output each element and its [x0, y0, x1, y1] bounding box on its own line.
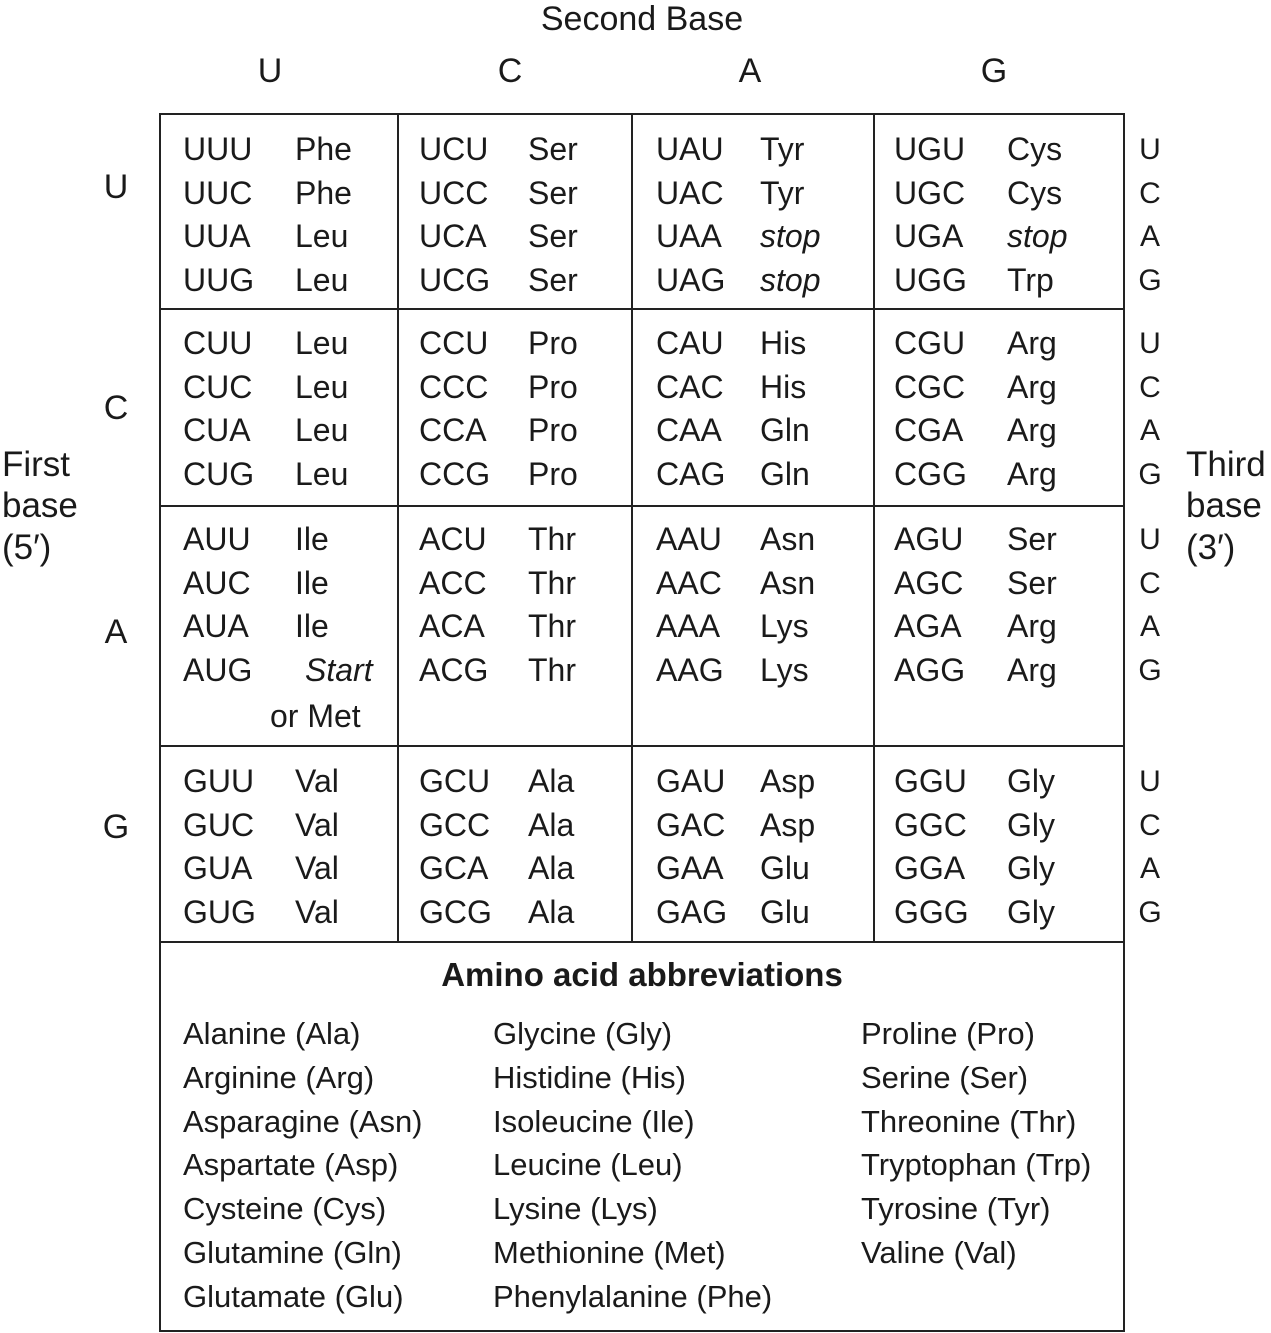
codon-uua: UUA — [183, 218, 251, 255]
amino-acid-ugg: Trp — [1007, 262, 1054, 299]
codon-agc: AGC — [894, 564, 964, 601]
amino-acid-agg: Arg — [1007, 652, 1057, 689]
amino-acid-ggg: Gly — [1007, 894, 1055, 931]
codon-aag: AAG — [656, 652, 724, 689]
abbreviation-entry: Tyrosine (Tyr) — [861, 1191, 1051, 1227]
amino-acid-gaa: Glu — [760, 850, 810, 887]
abbreviation-entry: Histidine (His) — [493, 1059, 686, 1095]
codon-uag: UAG — [656, 262, 726, 299]
amino-acid-gau: Asp — [760, 763, 816, 799]
first-base-c: C — [103, 389, 129, 427]
amino-acid-ggu: Gly — [1007, 763, 1055, 799]
codon-gcc: GCC — [419, 806, 491, 843]
codon-cca: CCA — [419, 412, 487, 449]
codon-uga: UGA — [894, 218, 964, 255]
codon-cuc: CUC — [183, 368, 253, 405]
amino-acid-gac: Asp — [760, 806, 816, 843]
grid-row-divider — [160, 745, 1125, 747]
third-base-u: U — [1139, 523, 1161, 556]
codon-gaa: GAA — [656, 850, 724, 887]
grid-row-divider — [160, 308, 1125, 310]
amino-acid-gga: Gly — [1007, 850, 1055, 887]
amino-acid-ccu: Pro — [528, 325, 578, 361]
amino-acid-guu: Val — [295, 763, 339, 799]
codon-acu: ACU — [419, 521, 487, 557]
codon-auc: AUC — [183, 564, 251, 601]
codon-gug: GUG — [183, 894, 256, 931]
amino-acid-guc: Val — [295, 806, 339, 843]
amino-acid-aau: Asn — [760, 521, 816, 557]
amino-acid-agc: Ser — [1007, 564, 1057, 601]
third-base-c: C — [1139, 176, 1161, 210]
codon-ucc: UCC — [419, 174, 489, 211]
codon-gca: GCA — [419, 850, 489, 887]
abbreviation-entry: Methionine (Met) — [493, 1235, 726, 1270]
codon-cua: CUA — [183, 412, 251, 449]
amino-acid-aac: Asn — [760, 564, 816, 601]
second-base-u: U — [257, 52, 283, 90]
codon-ucg: UCG — [419, 262, 491, 299]
amino-acid-cgc: Arg — [1007, 368, 1057, 405]
third-base-u: U — [1139, 765, 1161, 798]
amino-acid-cca: Pro — [528, 412, 578, 449]
codon-ccg: CCG — [419, 456, 491, 493]
codon-gac: GAC — [656, 806, 726, 843]
grid-row-divider — [160, 941, 1125, 943]
abbreviation-entry: Lysine (Lys) — [493, 1191, 658, 1227]
third-base-u: U — [1139, 327, 1161, 360]
codon-cac: CAC — [656, 368, 724, 405]
amino-acid-uga: stop — [1007, 218, 1068, 255]
amino-acid-cug: Leu — [295, 456, 349, 493]
codon-cgu: CGU — [894, 325, 966, 361]
abbreviation-entry: Aspartate (Asp) — [183, 1147, 399, 1183]
amino-acid-ugc: Cys — [1007, 174, 1063, 211]
third-base-label: Third base (3′) — [1186, 445, 1266, 567]
codon-ccc: CCC — [419, 368, 489, 405]
amino-acid-uuu: Phe — [295, 131, 352, 167]
codon-uug: UUG — [183, 262, 255, 299]
codon-uca: UCA — [419, 218, 487, 255]
amino-acid-cga: Arg — [1007, 412, 1057, 449]
amino-acid-aga: Arg — [1007, 608, 1057, 645]
amino-acid-gcu: Ala — [528, 763, 575, 799]
codon-uaa: UAA — [656, 218, 722, 255]
amino-acid-acu: Thr — [528, 521, 576, 557]
amino-acid-cag: Gln — [760, 456, 810, 493]
third-base-c: C — [1139, 808, 1161, 842]
codon-aug: AUG — [183, 652, 253, 689]
amino-acid-uug: Leu — [295, 262, 349, 299]
codon-cgc: CGC — [894, 368, 966, 405]
codon-cgg: CGG — [894, 456, 967, 493]
codon-uau: UAU — [656, 131, 724, 167]
amino-acid-ucc: Ser — [528, 174, 578, 211]
grid-col-divider — [873, 113, 875, 943]
amino-acid-acg: Thr — [528, 652, 576, 689]
amino-acid-acc: Thr — [528, 564, 576, 601]
codon-aau: AAU — [656, 521, 722, 557]
abbreviation-entry: Phenylalanine (Phe) — [493, 1278, 773, 1314]
third-base-g: G — [1138, 458, 1162, 492]
codon-agg: AGG — [894, 652, 966, 689]
amino-acid-ugu: Cys — [1007, 131, 1063, 167]
codon-gau: GAU — [656, 763, 726, 799]
grid-right-border — [1123, 113, 1125, 1332]
amino-acid-gua: Val — [295, 850, 339, 887]
amino-acid-uag: stop — [760, 262, 821, 299]
amino-acid-cau: His — [760, 325, 807, 361]
abbreviation-entry: Leucine (Leu) — [493, 1147, 683, 1183]
abbreviations-title: Amino acid abbreviations — [441, 956, 843, 993]
first-base-label: First base (5′) — [2, 445, 78, 567]
amino-acid-uaa: stop — [760, 218, 821, 255]
third-base-c: C — [1139, 370, 1161, 404]
codon-gcu: GCU — [419, 763, 491, 799]
amino-acid-cuc: Leu — [295, 368, 349, 405]
third-base-g: G — [1138, 264, 1162, 298]
grid-row-divider — [160, 505, 1125, 507]
third-base-a: A — [1139, 852, 1160, 886]
amino-acid-cgu: Arg — [1007, 325, 1057, 361]
amino-acid-cuu: Leu — [295, 325, 349, 361]
codon-acg: ACG — [419, 652, 489, 689]
abbreviation-entry: Valine (Val) — [861, 1235, 1017, 1270]
grid-left-border — [159, 113, 161, 1332]
second-base-c: C — [497, 52, 523, 90]
codon-aaa: AAA — [656, 608, 721, 645]
amino-acid-ucu: Ser — [528, 131, 578, 167]
codon-gag: GAG — [656, 894, 728, 931]
codon-aca: ACA — [419, 608, 485, 645]
codon-ugu: UGU — [894, 131, 966, 167]
abbreviation-entry: Serine (Ser) — [861, 1059, 1029, 1095]
codon-aga: AGA — [894, 608, 962, 645]
codon-cga: CGA — [894, 412, 964, 449]
abbreviation-entry: Asparagine (Asn) — [183, 1103, 423, 1139]
codon-acc: ACC — [419, 564, 487, 601]
amino-acid-aag: Lys — [760, 652, 809, 689]
grid-col-divider — [631, 113, 633, 943]
codon-uuc: UUC — [183, 174, 253, 211]
first-base-a: A — [104, 613, 128, 651]
codon-ggc: GGC — [894, 806, 967, 843]
abbreviation-entry: Glycine (Gly) — [493, 1016, 673, 1051]
second-base-title: Second Base — [540, 0, 744, 38]
second-base-a: A — [738, 52, 762, 90]
amino-acid-auu: Ile — [295, 521, 329, 557]
third-base-a: A — [1139, 414, 1160, 448]
codon-guu: GUU — [183, 763, 255, 799]
amino-acid-auc: Ile — [295, 564, 329, 601]
abbreviation-entry: Isoleucine (Ile) — [493, 1103, 695, 1139]
codon-cag: CAG — [656, 456, 726, 493]
amino-acid-gcg: Ala — [528, 894, 575, 931]
amino-acid-caa: Gln — [760, 412, 810, 449]
amino-acid-uuc: Phe — [295, 174, 352, 211]
codon-gua: GUA — [183, 850, 253, 887]
grid-col-divider — [397, 113, 399, 943]
amino-acid-ggc: Gly — [1007, 806, 1055, 843]
codon-guc: GUC — [183, 806, 255, 843]
abbreviation-entry: Glutamate (Glu) — [183, 1278, 404, 1314]
codon-ggu: GGU — [894, 763, 967, 799]
codon-gcg: GCG — [419, 894, 492, 931]
grid-bottom-border — [160, 1330, 1125, 1332]
amino-acid-gcc: Ala — [528, 806, 575, 843]
abbreviation-entry: Alanine (Ala) — [183, 1016, 361, 1051]
codon-ccu: CCU — [419, 325, 489, 361]
third-base-g: G — [1138, 654, 1162, 688]
first-base-u: U — [103, 168, 129, 206]
codon-gga: GGA — [894, 850, 966, 887]
amino-acid-uac: Tyr — [760, 174, 805, 211]
amino-acid-aua: Ile — [295, 608, 329, 645]
codon-ugg: UGG — [894, 262, 967, 299]
amino-acid-uca: Ser — [528, 218, 578, 255]
codon-ggg: GGG — [894, 894, 969, 931]
codon-cuu: CUU — [183, 325, 253, 361]
codon-auu: AUU — [183, 521, 251, 557]
amino-acid-aca: Thr — [528, 608, 576, 645]
amino-acid-cgg: Arg — [1007, 456, 1057, 493]
third-base-u: U — [1139, 133, 1161, 166]
abbreviation-entry: Cysteine (Cys) — [183, 1191, 387, 1227]
amino-acid-gug: Val — [295, 894, 339, 931]
third-base-c: C — [1139, 566, 1161, 600]
amino-acid-note-aug: or Met — [270, 697, 361, 734]
codon-uuu: UUU — [183, 131, 253, 167]
amino-acid-agu: Ser — [1007, 521, 1057, 557]
amino-acid-cua: Leu — [295, 412, 349, 449]
codon-aac: AAC — [656, 564, 722, 601]
first-base-g: G — [102, 808, 130, 846]
amino-acid-uua: Leu — [295, 218, 349, 255]
third-base-a: A — [1139, 610, 1160, 644]
codon-uac: UAC — [656, 174, 724, 211]
amino-acid-gca: Ala — [528, 850, 575, 887]
abbreviation-entry: Arginine (Arg) — [183, 1059, 375, 1095]
abbreviation-entry: Glutamine (Gln) — [183, 1235, 402, 1270]
abbreviation-entry: Tryptophan (Trp) — [861, 1147, 1092, 1183]
amino-acid-aug: Start — [305, 652, 373, 689]
third-base-a: A — [1139, 220, 1160, 254]
abbreviation-entry: Threonine (Thr) — [861, 1103, 1077, 1139]
codon-aua: AUA — [183, 608, 249, 645]
amino-acid-ucg: Ser — [528, 262, 578, 299]
amino-acid-ccc: Pro — [528, 368, 578, 405]
codon-caa: CAA — [656, 412, 722, 449]
amino-acid-aaa: Lys — [760, 608, 809, 645]
codon-cau: CAU — [656, 325, 724, 361]
amino-acid-ccg: Pro — [528, 456, 578, 493]
second-base-g: G — [980, 52, 1008, 90]
abbreviation-entry: Proline (Pro) — [861, 1016, 1035, 1051]
codon-ucu: UCU — [419, 131, 489, 167]
third-base-g: G — [1138, 896, 1162, 930]
grid-top-border — [160, 113, 1125, 115]
amino-acid-cac: His — [760, 368, 807, 405]
codon-agu: AGU — [894, 521, 964, 557]
codon-cug: CUG — [183, 456, 255, 493]
amino-acid-gag: Glu — [760, 894, 810, 931]
codon-ugc: UGC — [894, 174, 966, 211]
amino-acid-uau: Tyr — [760, 131, 805, 167]
